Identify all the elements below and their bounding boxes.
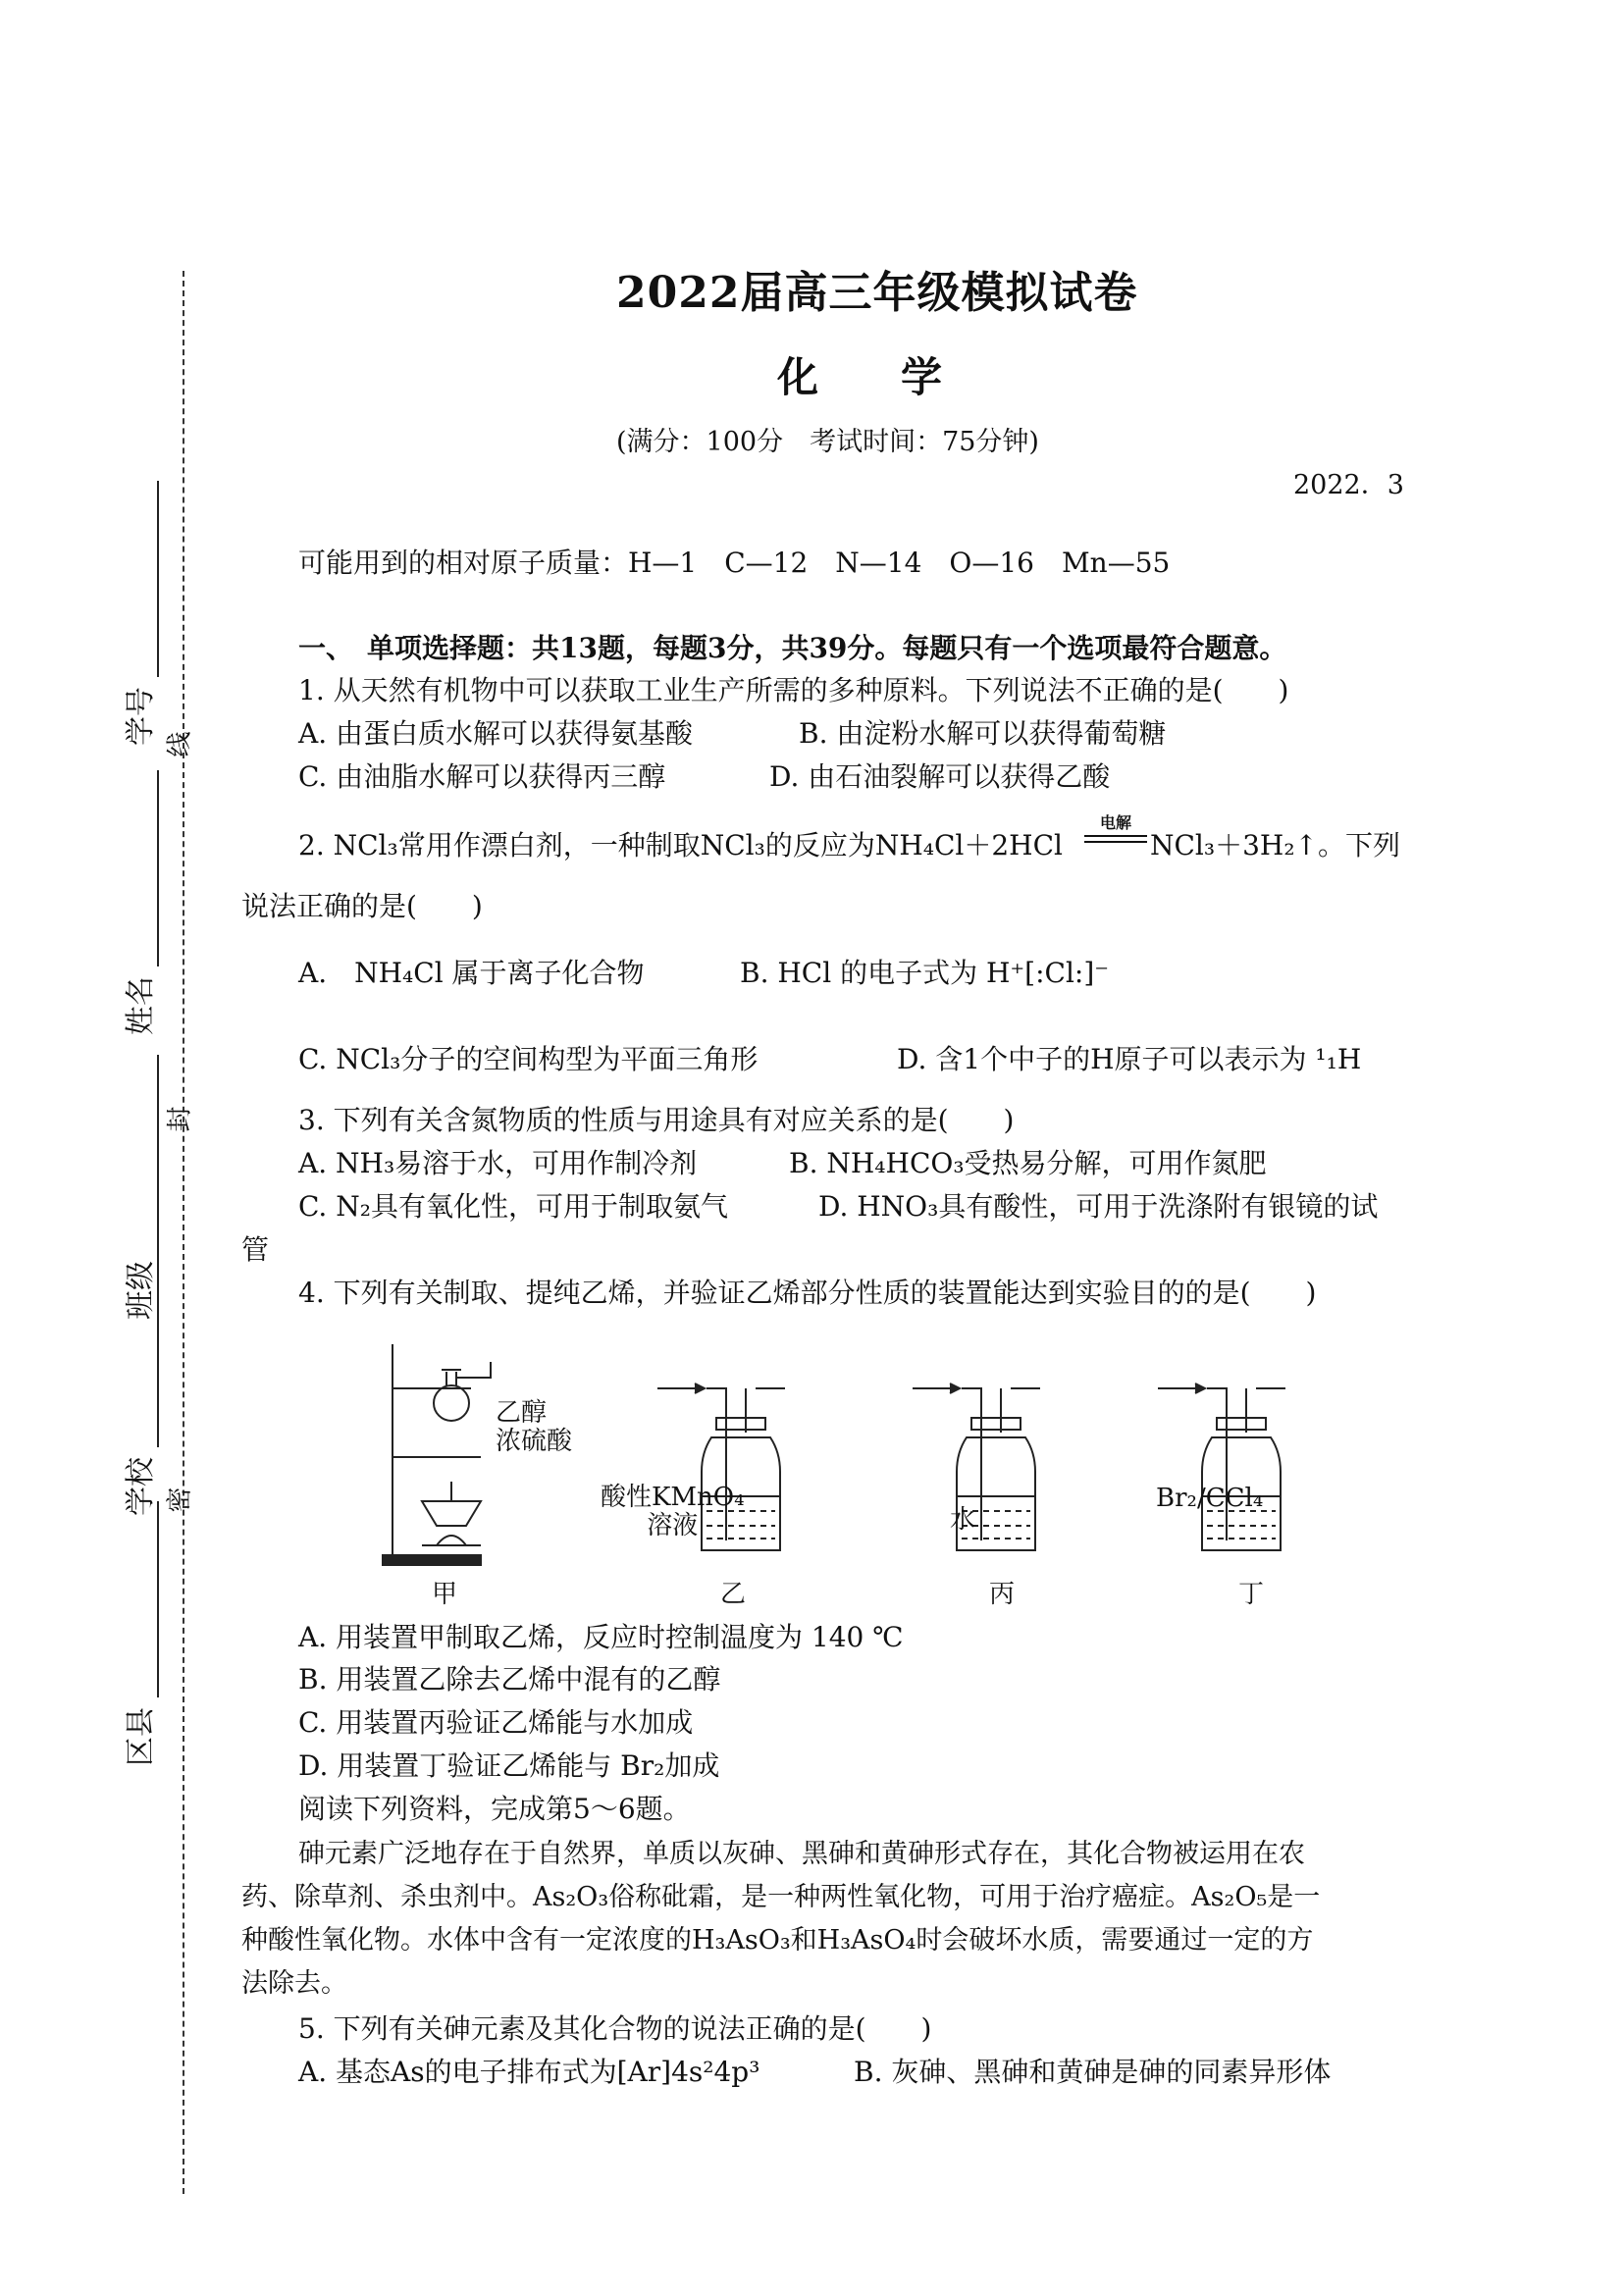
- q5-option-b[interactable]: B. 灰砷、黑砷和黄砷是砷的同素异形体: [854, 2056, 1332, 2088]
- binding-mark-secret: 密: [165, 1487, 195, 1513]
- reading-line-3: 种酸性氧化物。水体中含有一定浓度的H₃AsO₃和H₃AsO₄时会破坏水质，需要通过一定的方: [241, 1925, 1314, 1956]
- q1-option-b[interactable]: B. 由淀粉水解可以获得葡萄糖: [799, 717, 1167, 750]
- reading-line-1: 砷元素广泛地存在于自然界，单质以灰砷、黑砷和黄砷形式存在，其化合物被运用在农: [298, 1839, 1305, 1869]
- q2-option-c[interactable]: C. NCl₃分子的空间构型为平面三角形: [298, 1043, 759, 1075]
- school-label: 学校: [124, 1457, 158, 1516]
- exam-date: 2022．3: [1293, 470, 1404, 500]
- atomic-masses: 可能用到的相对原子质量：H—1 C—12 N—14 O—16 Mn—55: [298, 547, 1171, 579]
- bing-reagent-label: 水: [950, 1505, 976, 1535]
- caption-ding: 丁: [1238, 1580, 1265, 1609]
- q2-stem-part3: 说法正确的是( ): [241, 890, 483, 922]
- student-name-label: 姓名: [124, 976, 158, 1035]
- q1-option-a[interactable]: A. 由蛋白质水解可以获得氨基酸: [298, 717, 694, 750]
- q3-stem: 3. 下列有关含氮物质的性质与用途具有对应关系的是( ): [298, 1104, 1015, 1136]
- reaction-arrow: [1084, 810, 1147, 843]
- q4-option-b[interactable]: B. 用装置乙除去乙烯中混有的乙醇: [298, 1663, 721, 1696]
- caption-bing: 丙: [989, 1580, 1016, 1609]
- q1-option-c[interactable]: C. 由油脂水解可以获得丙三醇: [298, 760, 666, 793]
- ding-reagent-label: Br₂/CCl₄: [1156, 1484, 1264, 1513]
- reading-intro: 阅读下列资料，完成第5～6题。: [298, 1793, 691, 1825]
- q3-option-c[interactable]: C. N₂具有氧化性，可用于制取氨气: [298, 1190, 728, 1223]
- district-field[interactable]: [116, 1501, 159, 1766]
- apparatus-bing: [913, 1383, 1040, 1550]
- yi-reagent-label: 酸性KMnO₄ 溶液: [601, 1483, 745, 1540]
- caption-jia: 甲: [432, 1580, 458, 1609]
- jia-reagent-label: 乙醇 浓硫酸: [496, 1398, 573, 1456]
- apparatus-jia: [383, 1344, 491, 1565]
- student-name-field[interactable]: [116, 770, 159, 1035]
- student-id-label: 学号: [124, 687, 158, 746]
- q1-stem: 1. 从天然有机物中可以获取工业生产所需的多种原料。下列说法不正确的是( ): [298, 674, 1289, 706]
- q3-option-d-part1[interactable]: D. HNO₃具有酸性，可用于洗涤附有银镜的试: [818, 1190, 1379, 1223]
- binding-mark-seal: 封: [165, 1106, 195, 1132]
- student-id-field[interactable]: [116, 481, 159, 746]
- q4-option-c[interactable]: C. 用装置丙验证乙烯能与水加成: [298, 1706, 694, 1739]
- school-field[interactable]: [116, 1251, 159, 1516]
- class-label: 班级: [124, 1261, 158, 1320]
- q3-option-b[interactable]: B. NH₄HCO₃受热易分解，可用作氮肥: [789, 1147, 1267, 1179]
- q2-option-a[interactable]: A. NH₄Cl 属于离子化合物: [298, 957, 645, 989]
- subject-title: 化 学: [777, 353, 943, 401]
- q2-stem-part2: NCl₃＋3H₂↑。下列: [1150, 829, 1401, 861]
- q3-option-a[interactable]: A. NH₃易溶于水，可用作制冷剂: [298, 1147, 698, 1179]
- q4-option-a[interactable]: A. 用装置甲制取乙烯，反应时控制温度为 140 ℃: [298, 1621, 904, 1653]
- arrow-condition: 电解: [1099, 813, 1131, 832]
- q5-option-a[interactable]: A. 基态As的电子排布式为[Ar]4s²4p³: [298, 2056, 760, 2088]
- q5-stem: 5. 下列有关砷元素及其化合物的说法正确的是( ): [298, 2012, 932, 2045]
- q4-option-d[interactable]: D. 用装置丁验证乙烯能与 Br₂加成: [298, 1749, 720, 1782]
- apparatus-ding: [1158, 1383, 1285, 1550]
- apparatus-figure: [363, 1334, 1325, 1590]
- q2-option-d[interactable]: D. 含1个中子的H原子可以表示为 ¹₁H: [897, 1043, 1362, 1075]
- reading-line-4: 法除去。: [241, 1968, 347, 1999]
- reading-line-2: 药、除草剂、杀虫剂中。As₂O₃俗称砒霜，是一种两性氧化物，可用于治疗癌症。As₂O₅是一: [241, 1882, 1321, 1912]
- q2-stem-part1: 2. NCl₃常用作漂白剂，一种制取NCl₃的反应为NH₄Cl＋2HCl: [298, 829, 1063, 861]
- q2-option-b[interactable]: B. HCl 的电子式为 H⁺[:Cl:]⁻: [740, 957, 1110, 989]
- exam-info: (满分：100分 考试时间：75分钟): [616, 427, 1039, 457]
- binding-mark-line: 线: [165, 731, 195, 757]
- binding-dashed-line: [183, 271, 184, 2194]
- section-heading: 一、 单项选择题：共13题，每题3分，共39分。每题只有一个选项最符合题意。: [298, 632, 1287, 664]
- exam-title: 2022届高三年级模拟试卷: [616, 268, 1138, 318]
- q1-option-d[interactable]: D. 由石油裂解可以获得乙酸: [769, 760, 1111, 793]
- q4-stem: 4. 下列有关制取、提纯乙烯，并验证乙烯部分性质的装置能达到实验目的的是( ): [298, 1277, 1317, 1309]
- caption-yi: 乙: [720, 1580, 747, 1609]
- district-label: 区县: [124, 1707, 158, 1766]
- q3-option-d-part2: 管: [241, 1233, 270, 1266]
